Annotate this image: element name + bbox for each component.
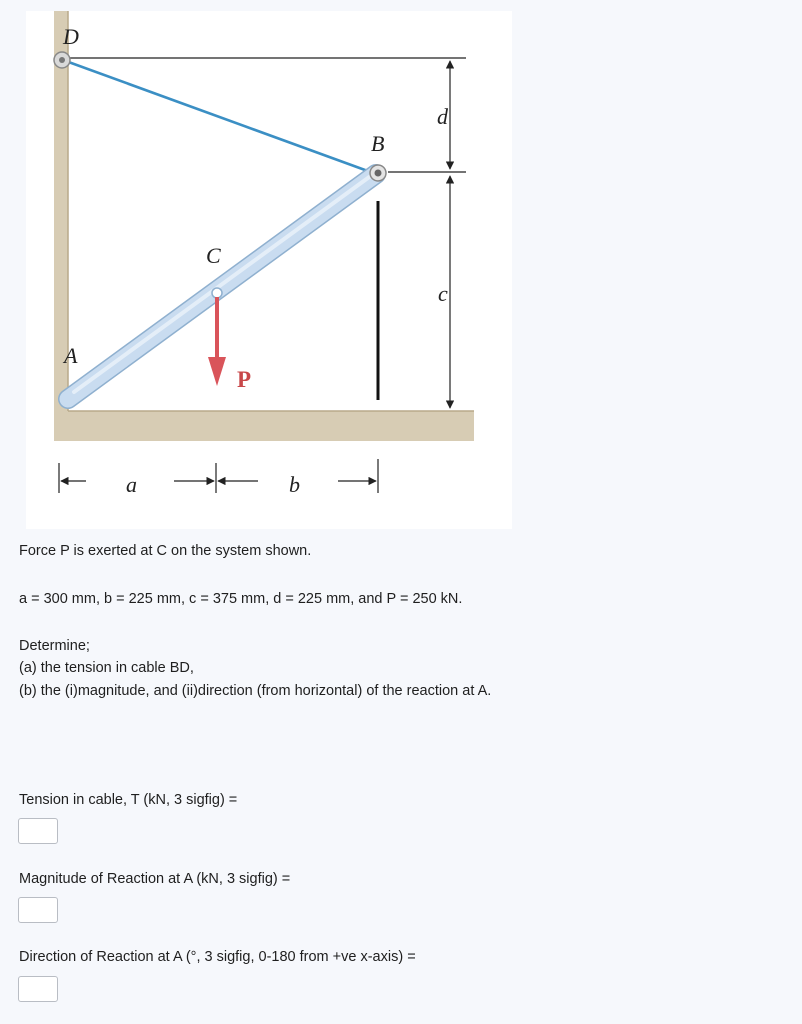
label-d: D bbox=[63, 24, 79, 49]
mechanics-diagram bbox=[26, 11, 512, 529]
label-c: C bbox=[206, 243, 221, 268]
label-b: B bbox=[371, 131, 385, 156]
label-dim-c: c bbox=[438, 281, 448, 306]
answer-label-direction: Direction of Reaction at A (°, 3 sigfig, 0-180 from +ve x-axis) = bbox=[19, 949, 416, 965]
part-b-text: (b) the (i)magnitude, and (ii)direction (from horizontal) of the reaction at A. bbox=[19, 683, 492, 699]
tension-input[interactable] bbox=[18, 818, 58, 844]
answer-label-tension: Tension in cable, T (kN, 3 sigfig) = bbox=[19, 792, 238, 808]
reaction-direction-input[interactable] bbox=[18, 976, 58, 1002]
label-p: P bbox=[237, 367, 252, 392]
reaction-magnitude-input[interactable] bbox=[18, 897, 58, 923]
label-dim-b: b bbox=[289, 472, 300, 497]
answer-label-magnitude: Magnitude of Reaction at A (kN, 3 sigfig) = bbox=[19, 871, 291, 887]
label-dim-d: d bbox=[437, 104, 448, 129]
label-a-point: A bbox=[64, 343, 78, 368]
label-dim-a: a bbox=[126, 472, 137, 497]
part-a-text: (a) the tension in cable BD, bbox=[19, 660, 194, 676]
problem-statement: Force P is exerted at C on the system shown. bbox=[19, 543, 312, 559]
pin-d-center bbox=[59, 57, 65, 63]
force-p-head bbox=[208, 357, 226, 386]
determine-label: Determine; bbox=[19, 638, 90, 654]
floor-support bbox=[54, 411, 474, 441]
point-c bbox=[212, 288, 222, 298]
problem-givens: a = 300 mm, b = 225 mm, c = 375 mm, d = 225 mm, and P = 250 kN. bbox=[19, 591, 463, 607]
pin-b-center bbox=[375, 170, 382, 177]
cable-bd bbox=[63, 60, 376, 174]
diagram-svg bbox=[26, 11, 512, 529]
